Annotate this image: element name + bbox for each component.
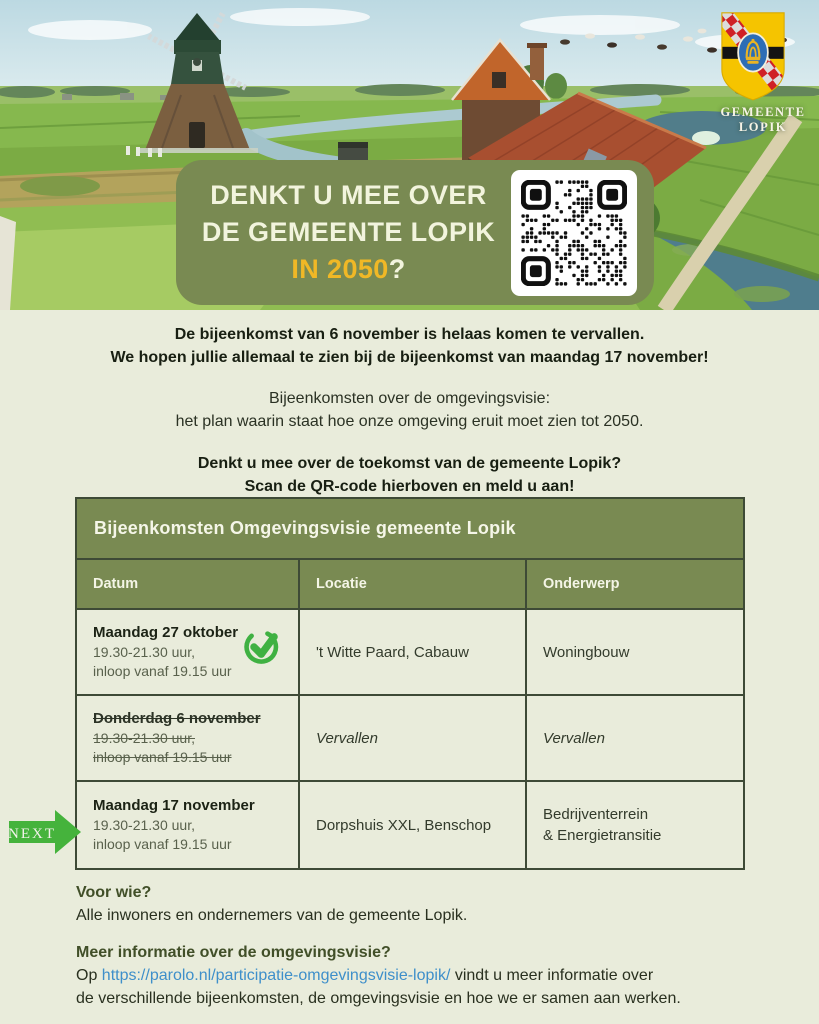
cta-line2: Scan de QR-code hierboven en meld u aan! <box>244 478 575 495</box>
date-title: Maandag 27 oktober <box>93 624 239 641</box>
location-cell <box>300 696 527 782</box>
qr-code <box>511 170 637 296</box>
hero-title-line2: DE GEMEENTE LOPIK <box>201 217 496 247</box>
about-line1: Bijeenkomsten over de omgevingsvisie: <box>268 390 551 407</box>
location-cell <box>300 782 527 868</box>
qr-code-pattern <box>521 180 627 286</box>
for-whom-text: Alle inwoners en ondernemers van de gemeente Lopik. <box>76 907 468 924</box>
location: 't Witte Paard, Cabauw <box>316 643 469 661</box>
date-cell <box>77 782 300 868</box>
subject-cell <box>527 696 743 782</box>
logo-text-line2: LOPIK <box>738 120 788 134</box>
hero-title-line1: DENKT U MEE OVER <box>210 180 487 210</box>
hero-title <box>176 177 511 288</box>
date-time1: 19.30-21.30 uur, <box>93 817 195 833</box>
logo-text-line1: GEMEENTE <box>720 105 806 119</box>
subject-line2: & Energietransitie <box>543 827 662 844</box>
more-info-line2: de verschillende bijeenkomsten, de omgevingsvisie en hoe we er samen aan werken. <box>76 990 681 1007</box>
date-time1: 19.30-21.30 uur, <box>93 644 195 660</box>
date-time2: inloop vanaf 19.15 uur <box>93 663 232 679</box>
footer-section <box>76 881 752 1010</box>
date-time2: inloop vanaf 19.15 uur <box>93 749 232 765</box>
table-title: Bijeenkomsten Omgevingsvisie gemeente Lopik <box>77 499 743 560</box>
location: Dorpshuis XXL, Benschop <box>316 816 492 834</box>
coat-of-arms <box>717 10 789 102</box>
more-info-text <box>76 964 752 987</box>
more-info-heading: Meer informatie over de omgevingsvisie? <box>76 944 391 961</box>
subject-cell <box>527 782 743 868</box>
for-whom-heading: Voor wie? <box>76 884 152 901</box>
landscape-photo <box>0 0 819 310</box>
hero-title-highlight: IN 2050 <box>291 254 389 284</box>
location: Vervallen <box>316 729 378 747</box>
date-time2: inloop vanaf 19.15 uur <box>93 836 232 852</box>
subject: Woningbouw <box>543 643 630 661</box>
omgevingsvisie-link[interactable]: https://parolo.nl/participatie-omgevingsvisie-lopik/ <box>101 967 451 984</box>
cta-line1: Denkt u mee over de toekomst van de gemeente Lopik? <box>197 455 622 472</box>
hero-title-question: ? <box>388 254 406 284</box>
notice-line1: De bijeenkomst van 6 november is helaas komen te vervallen. <box>174 326 645 343</box>
about-line2: het plan waarin staat hoe onze omgeving eruit moet zien tot 2050. <box>175 413 644 430</box>
notice-line2: We hopen jullie allemaal te zien bij de bijeenkomst van maandag 17 november! <box>110 349 709 366</box>
date-title: Donderdag 6 november <box>93 710 261 727</box>
location-cell <box>300 610 527 696</box>
hero-title-box <box>176 160 654 305</box>
meetings-table <box>9 497 745 870</box>
more-info-prefix: Op <box>76 967 102 984</box>
next-label: NEXT <box>9 826 56 842</box>
shed <box>338 142 368 162</box>
intro-section <box>0 310 819 498</box>
more-info-suffix: vindt u meer informatie over <box>450 967 654 984</box>
column-header-datum: Datum <box>77 560 300 610</box>
date-cell <box>77 610 300 696</box>
date-time1: 19.30-21.30 uur, <box>93 730 195 746</box>
checkmark-icon <box>242 624 286 674</box>
column-header-onderwerp: Onderwerp <box>527 560 743 610</box>
subject-cell <box>527 610 743 696</box>
gemeente-lopik-logo <box>717 10 809 135</box>
date-cell <box>77 696 300 782</box>
subject: Bedrijventerrein <box>543 806 649 823</box>
next-meeting-arrow <box>9 808 83 856</box>
hero-title-line3 <box>186 251 511 288</box>
subject: Vervallen <box>543 729 605 747</box>
date-title: Maandag 17 november <box>93 797 255 814</box>
column-header-locatie: Locatie <box>300 560 527 610</box>
